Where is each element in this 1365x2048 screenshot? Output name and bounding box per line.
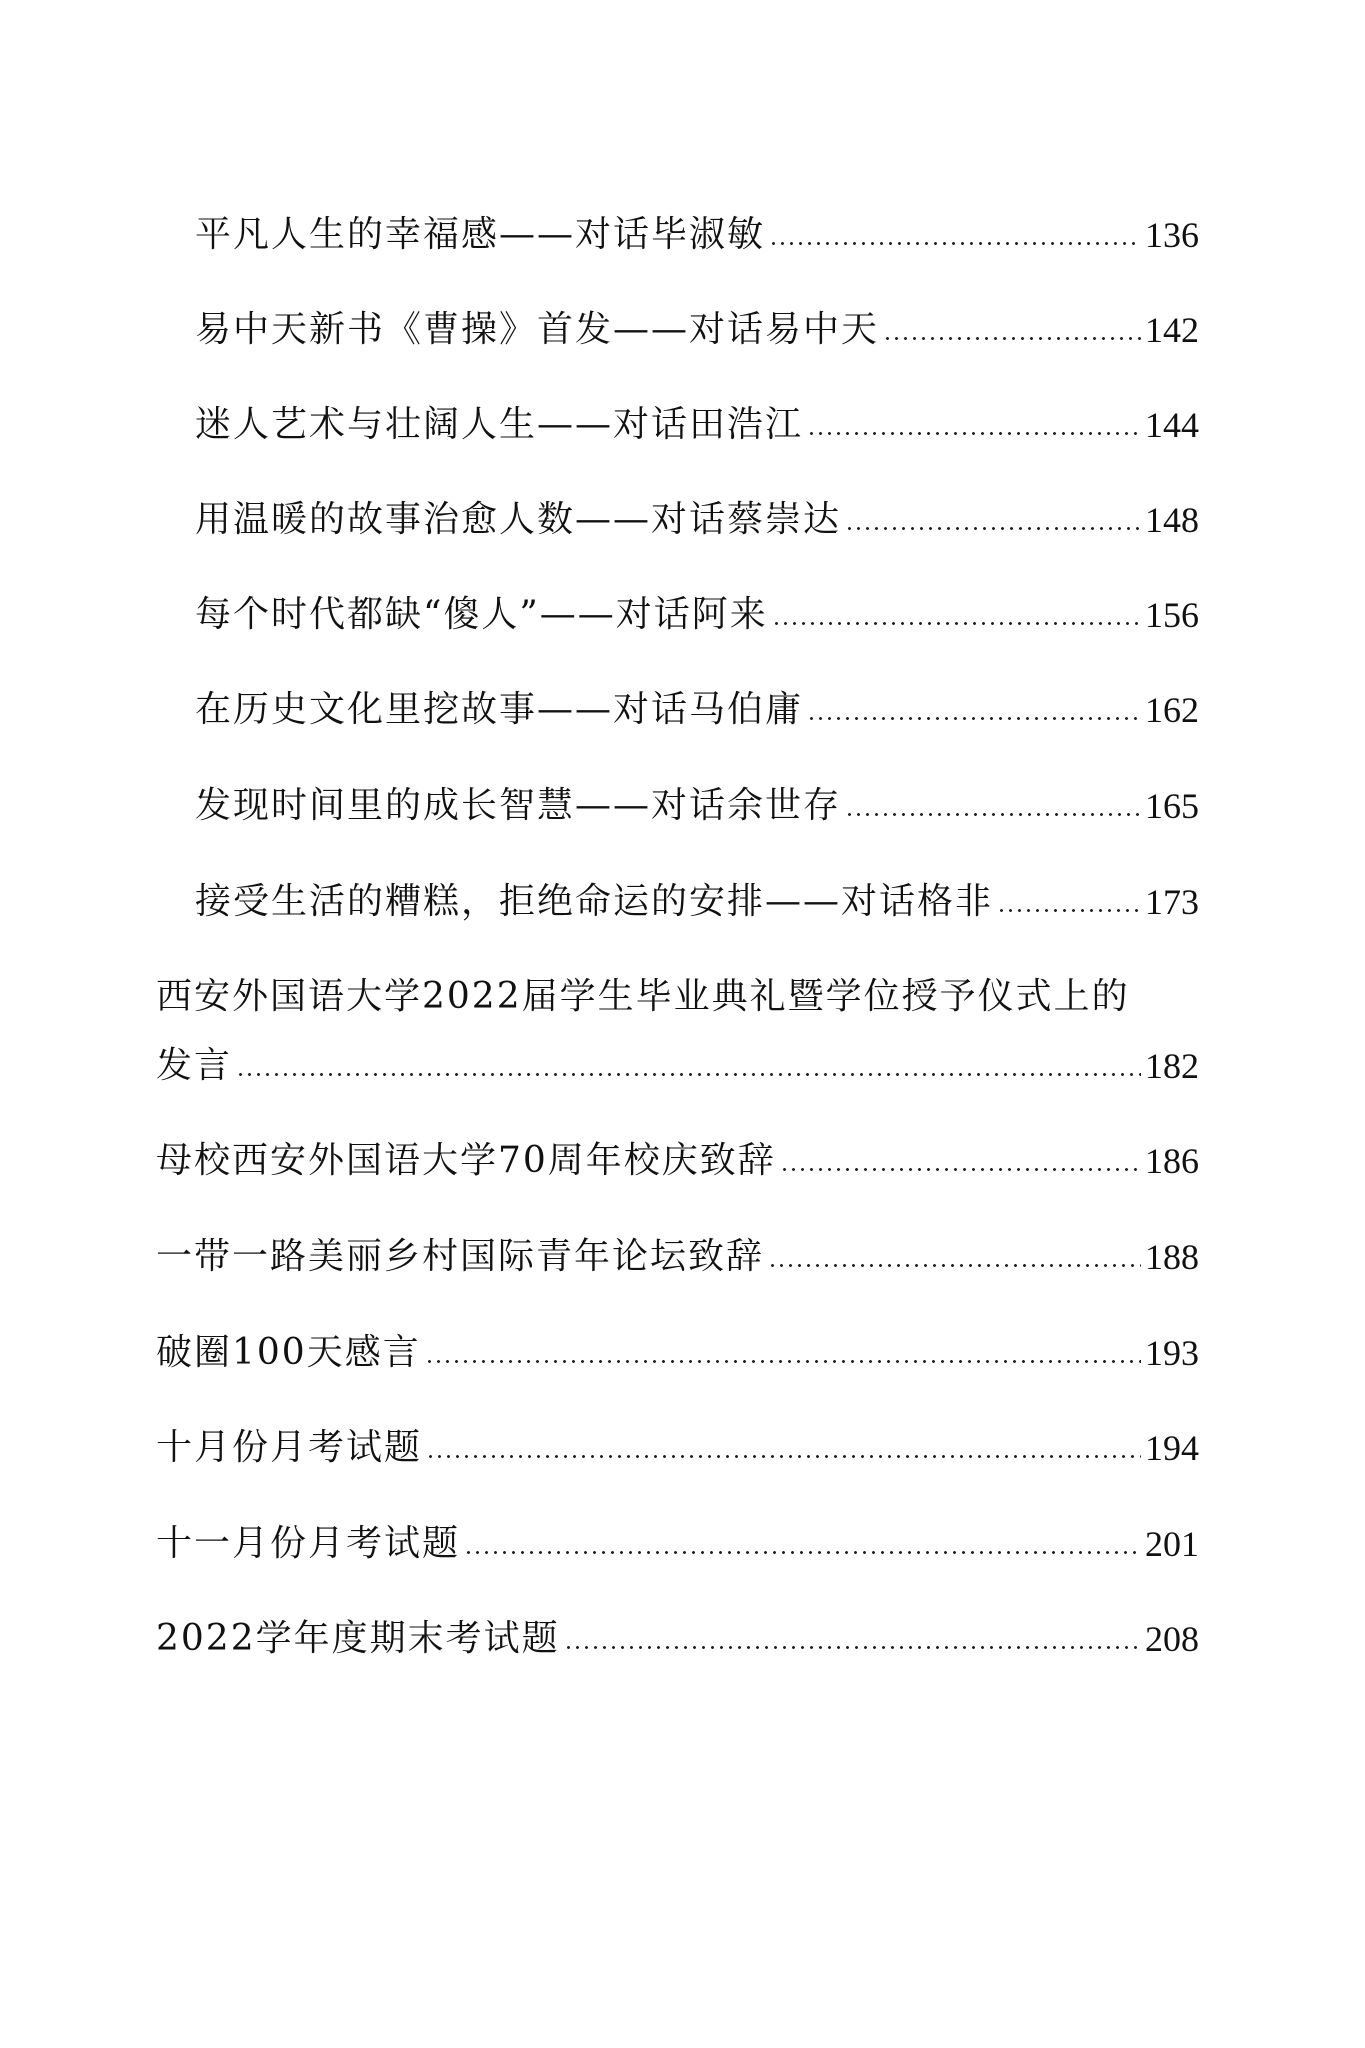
toc-entry[interactable] — [195, 401, 1199, 449]
toc-entry[interactable] — [195, 591, 1199, 639]
toc-page: 188 — [1145, 1237, 1199, 1277]
toc-entry[interactable] — [156, 1233, 1199, 1281]
toc-page: 162 — [1145, 690, 1199, 730]
toc-title: 发现时间里的成长智慧——对话余世存 — [195, 785, 842, 826]
toc-page: 208 — [1145, 1619, 1199, 1659]
toc-title: 破圈100天感言 — [156, 1332, 421, 1373]
toc-entry[interactable] — [156, 1615, 1199, 1663]
toc-entry[interactable] — [195, 878, 1199, 926]
toc-title: 每个时代都缺“傻人”——对话阿来 — [195, 594, 768, 635]
dot-leader — [769, 211, 1141, 259]
toc-page: 144 — [1145, 405, 1199, 445]
toc-entry[interactable] — [156, 1520, 1199, 1568]
dot-leader — [845, 782, 1141, 830]
toc-page: 182 — [1145, 1046, 1199, 1086]
toc-title: 易中天新书《曹操》首发——对话易中天 — [195, 309, 880, 350]
dot-leader — [768, 1233, 1141, 1281]
dot-leader — [883, 306, 1141, 354]
toc-entry[interactable] — [156, 1042, 1199, 1090]
toc-page: 173 — [1145, 882, 1199, 922]
dot-leader — [425, 1329, 1141, 1377]
toc-title: 2022学年度期末考试题 — [156, 1618, 560, 1659]
dot-leader — [997, 878, 1141, 926]
toc-title: 迷人艺术与壮阔人生——对话田浩江 — [195, 404, 804, 445]
toc-page: 142 — [1145, 310, 1199, 350]
toc-page: 194 — [1145, 1428, 1199, 1468]
toc-page: 156 — [1145, 595, 1199, 635]
dot-leader — [807, 686, 1141, 734]
dot-leader — [564, 1615, 1141, 1663]
toc-page: 193 — [1145, 1333, 1199, 1373]
toc-title: 接受生活的糟糕，拒绝命运的安排——对话格非 — [195, 881, 994, 922]
toc-entry[interactable] — [195, 496, 1199, 544]
toc-entry[interactable] — [195, 306, 1199, 354]
toc-title: 十一月份月考试题 — [156, 1523, 461, 1564]
dot-leader — [426, 1424, 1141, 1472]
toc-entry[interactable] — [195, 782, 1199, 830]
toc-page: 186 — [1145, 1141, 1199, 1181]
toc-entry[interactable] — [195, 211, 1199, 259]
toc-title: 用温暖的故事治愈人数——对话蔡崇达 — [195, 499, 842, 540]
toc-entry[interactable] — [195, 686, 1199, 734]
dot-leader — [236, 1042, 1141, 1090]
toc-title: 十月份月考试题 — [156, 1427, 423, 1468]
toc-title: 母校西安外国语大学70周年校庆致辞 — [156, 1140, 776, 1181]
dot-leader — [772, 591, 1141, 639]
toc-title: 一带一路美丽乡村国际青年论坛致辞 — [156, 1236, 765, 1277]
toc-title: 发言 — [156, 1045, 233, 1086]
toc-page: 201 — [1145, 1524, 1199, 1564]
dot-leader — [464, 1520, 1141, 1568]
toc-title-line1[interactable]: 西安外国语大学2022届学生毕业典礼暨学位授予仪式上的 — [156, 976, 1130, 1017]
toc-entry[interactable] — [156, 1329, 1199, 1377]
dot-leader — [807, 401, 1141, 449]
toc-title: 平凡人生的幸福感——对话毕淑敏 — [195, 214, 766, 255]
toc-page: 136 — [1145, 215, 1199, 255]
toc-entry[interactable] — [156, 1424, 1199, 1472]
dot-leader — [845, 496, 1141, 544]
dot-leader — [780, 1137, 1141, 1185]
toc-page: 148 — [1145, 500, 1199, 540]
toc-title: 在历史文化里挖故事——对话马伯庸 — [195, 689, 804, 730]
toc-entry[interactable] — [156, 1137, 1199, 1185]
toc-page: 165 — [1145, 786, 1199, 826]
